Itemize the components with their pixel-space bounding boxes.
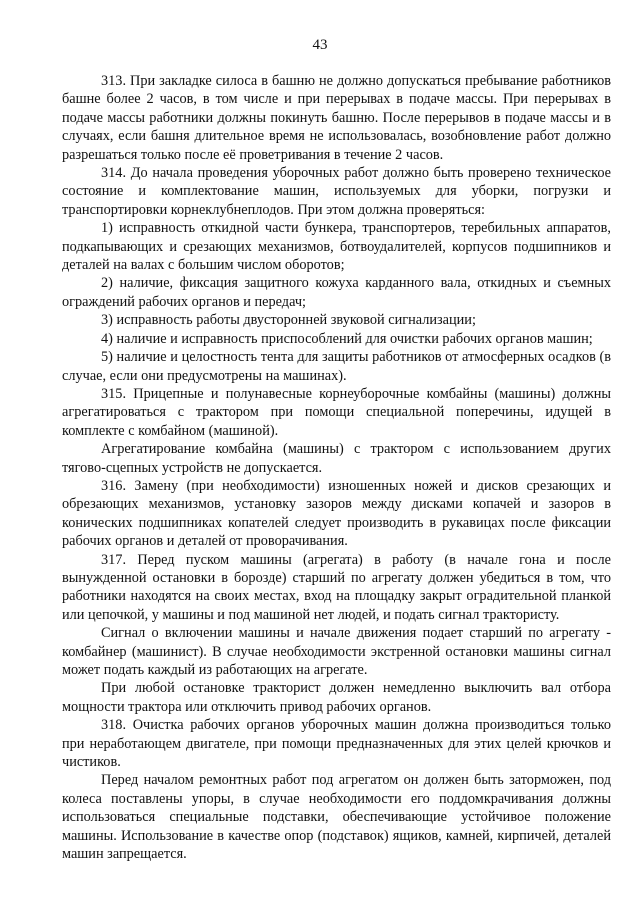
paragraph-317-stop: При любой остановке тракторист должен немедленно выключить вал отбора мощности трактора или отключить привод рабочих органов.	[62, 680, 611, 715]
paragraph-315-continued: Агрегатирование комбайна (машины) с трактором с использованием других тягово-сцепных устройств не допускается.	[62, 441, 611, 476]
paragraph-315: 315. Прицепные и полунавесные корнеуборочные комбайны (машины) должны агрегатироваться с трактором при помощи специальной поперечины, идущей в комплекте с комбайном (машиной).	[62, 385, 611, 439]
paragraph-317-signal: Сигнал о включении машины и начале движения подает старший по агрегату - комбайнер (машинист). В случае необходимости экстренной остановки машины сигнал может подать каждый из работающих на агрегате.	[62, 625, 611, 678]
list-item-4: 4) наличие и исправность приспособлений для очистки рабочих органов машин;	[101, 330, 593, 347]
list-item-3: 3) исправность работы двусторонней звуковой сигнализации;	[101, 312, 476, 329]
paragraph-318: 318. Очистка рабочих органов уборочных машин должна производиться только при неработающем двигателе, при помощи предназначенных для этих целей крючков и чистиков.	[62, 717, 611, 771]
paragraph-316: 316. Замену (при необходимости) изношенных ножей и дисков срезающих и обрезающих механизмов, установку зазоров между дисками копачей и зазоров в конических подшипниках копателей следует производить в рукавицах после фиксации рабочих органов и деталей от проворачивания.	[62, 477, 611, 550]
paragraph-314: 314. До начала проведения уборочных работ должно быть проверено техническое состояние и комплектование машин, используемых для уборки, погрузки и транспортировки корнеклубнеплодов. При этом должна проверяться:	[62, 165, 611, 218]
paragraph-317: 317. Перед пуском машины (агрегата) в работу (в начале гона и после вынужденной остановки в борозде) старший по агрегату должен убедиться в том, что работники находятся на своих местах, вход на площадку закрыт оградительной планкой или цепочкой, у машины и под машиной нет людей, и подать сигнал трактористу.	[62, 551, 611, 623]
paragraph-318-repair: Перед началом ремонтных работ под агрегатом он должен быть заторможен, под колеса поставлены упоры, в случае необходимости его поддомкрачивания должны использоваться специальные подставки, обеспечивающие устойчивое положение машины. Использование в качестве опор (подставок) ящиков, камней, кирпичей, деталей машин запрещается.	[62, 772, 611, 863]
page-number: 43	[312, 37, 328, 53]
list-item-1: 1) исправность откидной части бункера, транспортеров, теребильных аппаратов, подкапывающих и срезающих механизмов, ботвоудалителей, корпусов подшипников и деталей на валах с большим числом оборотов;	[62, 220, 611, 274]
list-item-2: 2) наличие, фиксация защитного кожуха карданного вала, откидных и съемных ограждений рабочих органов и передач;	[62, 275, 611, 310]
paragraph-313: 313. При закладке силоса в башню не должно допускаться пребывание работников башне более 2 часов, в том числе и при перерывах в подаче массы. При перерывах в подаче массы работники должны покинуть башню. После перерывов в подаче массы и в случаях, если башня длительное время не использовалась, возобновление работ должно разрешаться только после её проветривания в течение 2 часов.	[62, 73, 611, 163]
document-body	[62, 72, 611, 863]
list-item-5: 5) наличие и целостность тента для защиты работников от атмосферных осадков (в случае, если они предусмотрены на машинах).	[62, 349, 611, 384]
